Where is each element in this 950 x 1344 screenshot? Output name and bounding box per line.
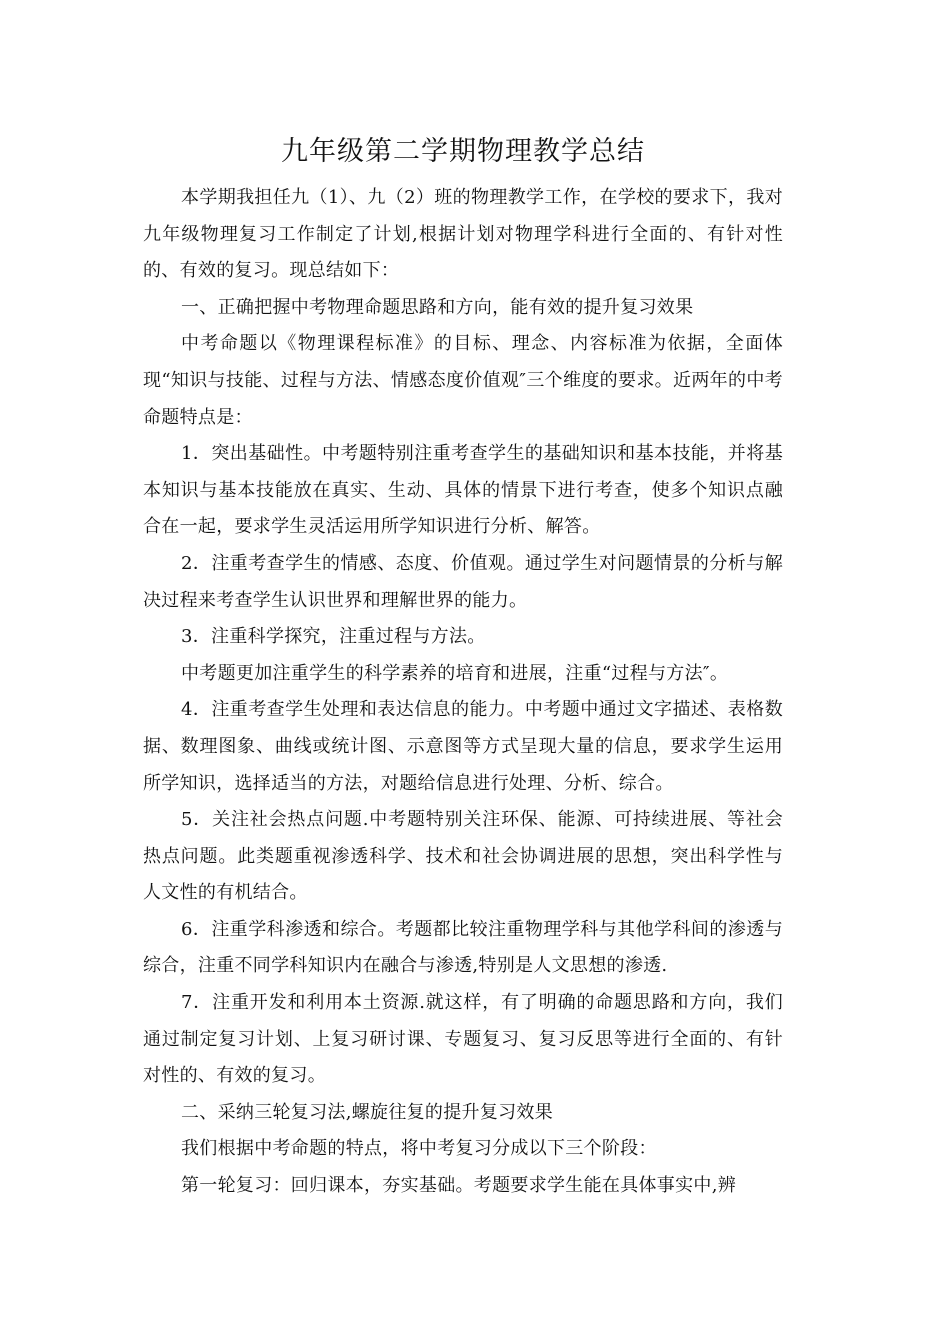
paragraph-point-2: 2．注重考查学生的情感、态度、价值观。通过学生对问题情景的分析与解决过程来考查学生认识世界和理解世界的能力。 — [143, 552, 783, 611]
paragraph-point-7: 7．注重开发和利用本土资源.就这样，有了明确的命题思路和方向，我们通过制定复习计划、上复习研讨课、专题复习、复习反思等进行全面的、有针对性的、有效的复习。 — [143, 992, 783, 1087]
paragraph-exam-basis: 中考命题以《物理课程标准》的目标、理念、内容标准为依据，全面体现“知识与技能、过程与方法、情感态度价值观″三个维度的要求。近两年的中考命题特点是： — [143, 333, 783, 428]
paragraph-point-1: 1．突出基础性。中考题特别注重考查学生的基础知识和基本技能，并将基本知识与基本技能放在真实、生动、具体的情景下进行考查，使多个知识点融合在一起，要求学生灵活运用所学知识进行分析、解答。 — [143, 443, 783, 538]
paragraph-intro: 本学期我担任九（1）、九（2）班的物理教学工作，在学校的要求下，我对九年级物理复习工作制定了计划,根据计划对物理学科进行全面的、有针对性的、有效的复习。现总结如下： — [143, 187, 783, 282]
document-page — [143, 130, 783, 1205]
paragraph-first-round: 第一轮复习：回归课本，夯实基础。考题要求学生能在具体事实中,辨 — [181, 1175, 737, 1197]
paragraph-point-4: 4．注重考查学生处理和表达信息的能力。中考题中通过文字描述、表格数据、数理图象、曲线或统计图、示意图等方式呈现大量的信息，要求学生运用所学知识，选择适当的方法，对题给信息进行处理、分析、综合。 — [143, 699, 783, 794]
paragraph-section-2-heading: 二、采纳三轮复习法,螺旋往复的提升复习效果 — [181, 1101, 554, 1123]
paragraph-three-stages: 我们根据中考命题的特点，将中考复习分成以下三个阶段： — [181, 1138, 657, 1160]
paragraph-point-3-detail: 中考题更加注重学生的科学素养的培育和进展，注重“过程与方法″。 — [181, 662, 729, 684]
paragraph-section-1-heading: 一、正确把握中考物理命题思路和方向，能有效的提升复习效果 — [181, 296, 694, 318]
paragraph-point-6: 6．注重学科渗透和综合。考题都比较注重物理学科与其他学科间的渗透与综合，注重不同学科知识内在融合与渗透,特别是人文思想的渗透. — [143, 918, 783, 977]
document-title: 九年级第二学期物理教学总结 — [281, 136, 645, 167]
paragraph-point-5: 5．关注社会热点问题.中考题特别关注环保、能源、可持续进展、等社会热点问题。此类题重视渗透科学、技术和社会协调进展的思想，突出科学性与人文性的有机结合。 — [143, 809, 783, 904]
paragraph-point-3: 3．注重科学探究，注重过程与方法。 — [181, 626, 486, 648]
